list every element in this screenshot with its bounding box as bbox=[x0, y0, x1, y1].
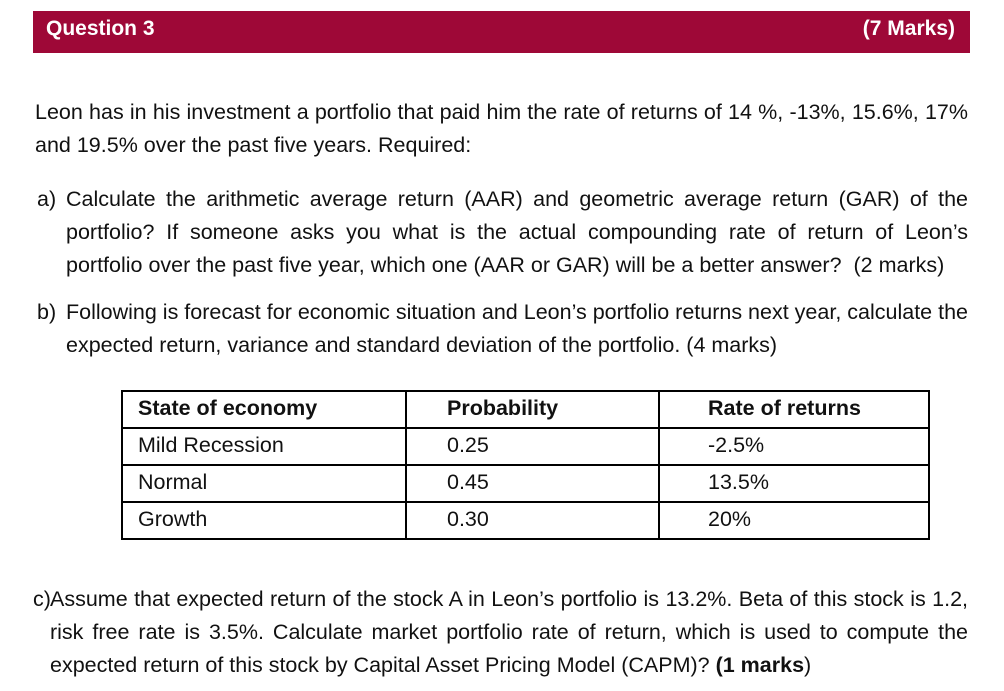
cell-probability: 0.25 bbox=[406, 428, 659, 465]
part-a-paragraph bbox=[35, 183, 968, 282]
intro-paragraph: Leon has in his investment a portfolio that paid him the rate of returns of 14 %, -13%, 15.6%, 17% and 19.5% over the past five years. Required: bbox=[35, 100, 968, 157]
cell-rate: -2.5% bbox=[659, 428, 929, 465]
question-marks: (7 Marks) bbox=[862, 17, 955, 40]
part-b-label: b) bbox=[37, 300, 57, 324]
part-c-text bbox=[50, 587, 968, 677]
cell-state: Growth bbox=[122, 502, 406, 539]
part-a-text: Calculate the arithmetic average return (AAR) and geometric average return (GAR) of the portfolio? If someone asks you what is the actual compounding rate of return of Leon’s portfolio over the past five year, which one (AAR or GAR) will be a better answer? (2 marks) bbox=[66, 187, 968, 277]
part-c-label: c) bbox=[33, 587, 51, 611]
table-row bbox=[122, 502, 929, 539]
question-title: Question 3 bbox=[46, 17, 155, 40]
economy-forecast-table bbox=[121, 390, 930, 540]
part-c-paragraph bbox=[35, 583, 968, 682]
part-b-paragraph bbox=[35, 296, 968, 362]
cell-rate: 20% bbox=[659, 502, 929, 539]
part-c-marks-bold: (1 marks bbox=[715, 653, 805, 677]
part-c-text-main: Assume that expected return of the stock A in Leon’s portfolio is 13.2%. Beta of this stock is 1.2, risk free rate is 3.5%. Calculate market portfolio rate of return, which is used to compute the expected return of this stock by Capital Asset Pricing Model (CAPM)? bbox=[50, 587, 968, 677]
question-header-bar bbox=[33, 11, 970, 53]
table-header-row bbox=[122, 391, 929, 428]
table-row bbox=[122, 428, 929, 465]
part-b-text: Following is forecast for economic situation and Leon’s portfolio returns next year, calculate the expected return, variance and standard deviation of the portfolio. (4 marks) bbox=[66, 300, 968, 357]
cell-probability: 0.45 bbox=[406, 465, 659, 502]
cell-state: Mild Recession bbox=[122, 428, 406, 465]
table-header-probability: Probability bbox=[406, 391, 659, 428]
table-header-rate-of-returns: Rate of returns bbox=[659, 391, 929, 428]
part-c-close-paren: ) bbox=[804, 653, 812, 677]
table-header-state-of-economy: State of economy bbox=[122, 391, 406, 428]
part-a-label: a) bbox=[37, 187, 57, 211]
cell-state: Normal bbox=[122, 465, 406, 502]
cell-rate: 13.5% bbox=[659, 465, 929, 502]
table-row bbox=[122, 465, 929, 502]
cell-probability: 0.30 bbox=[406, 502, 659, 539]
